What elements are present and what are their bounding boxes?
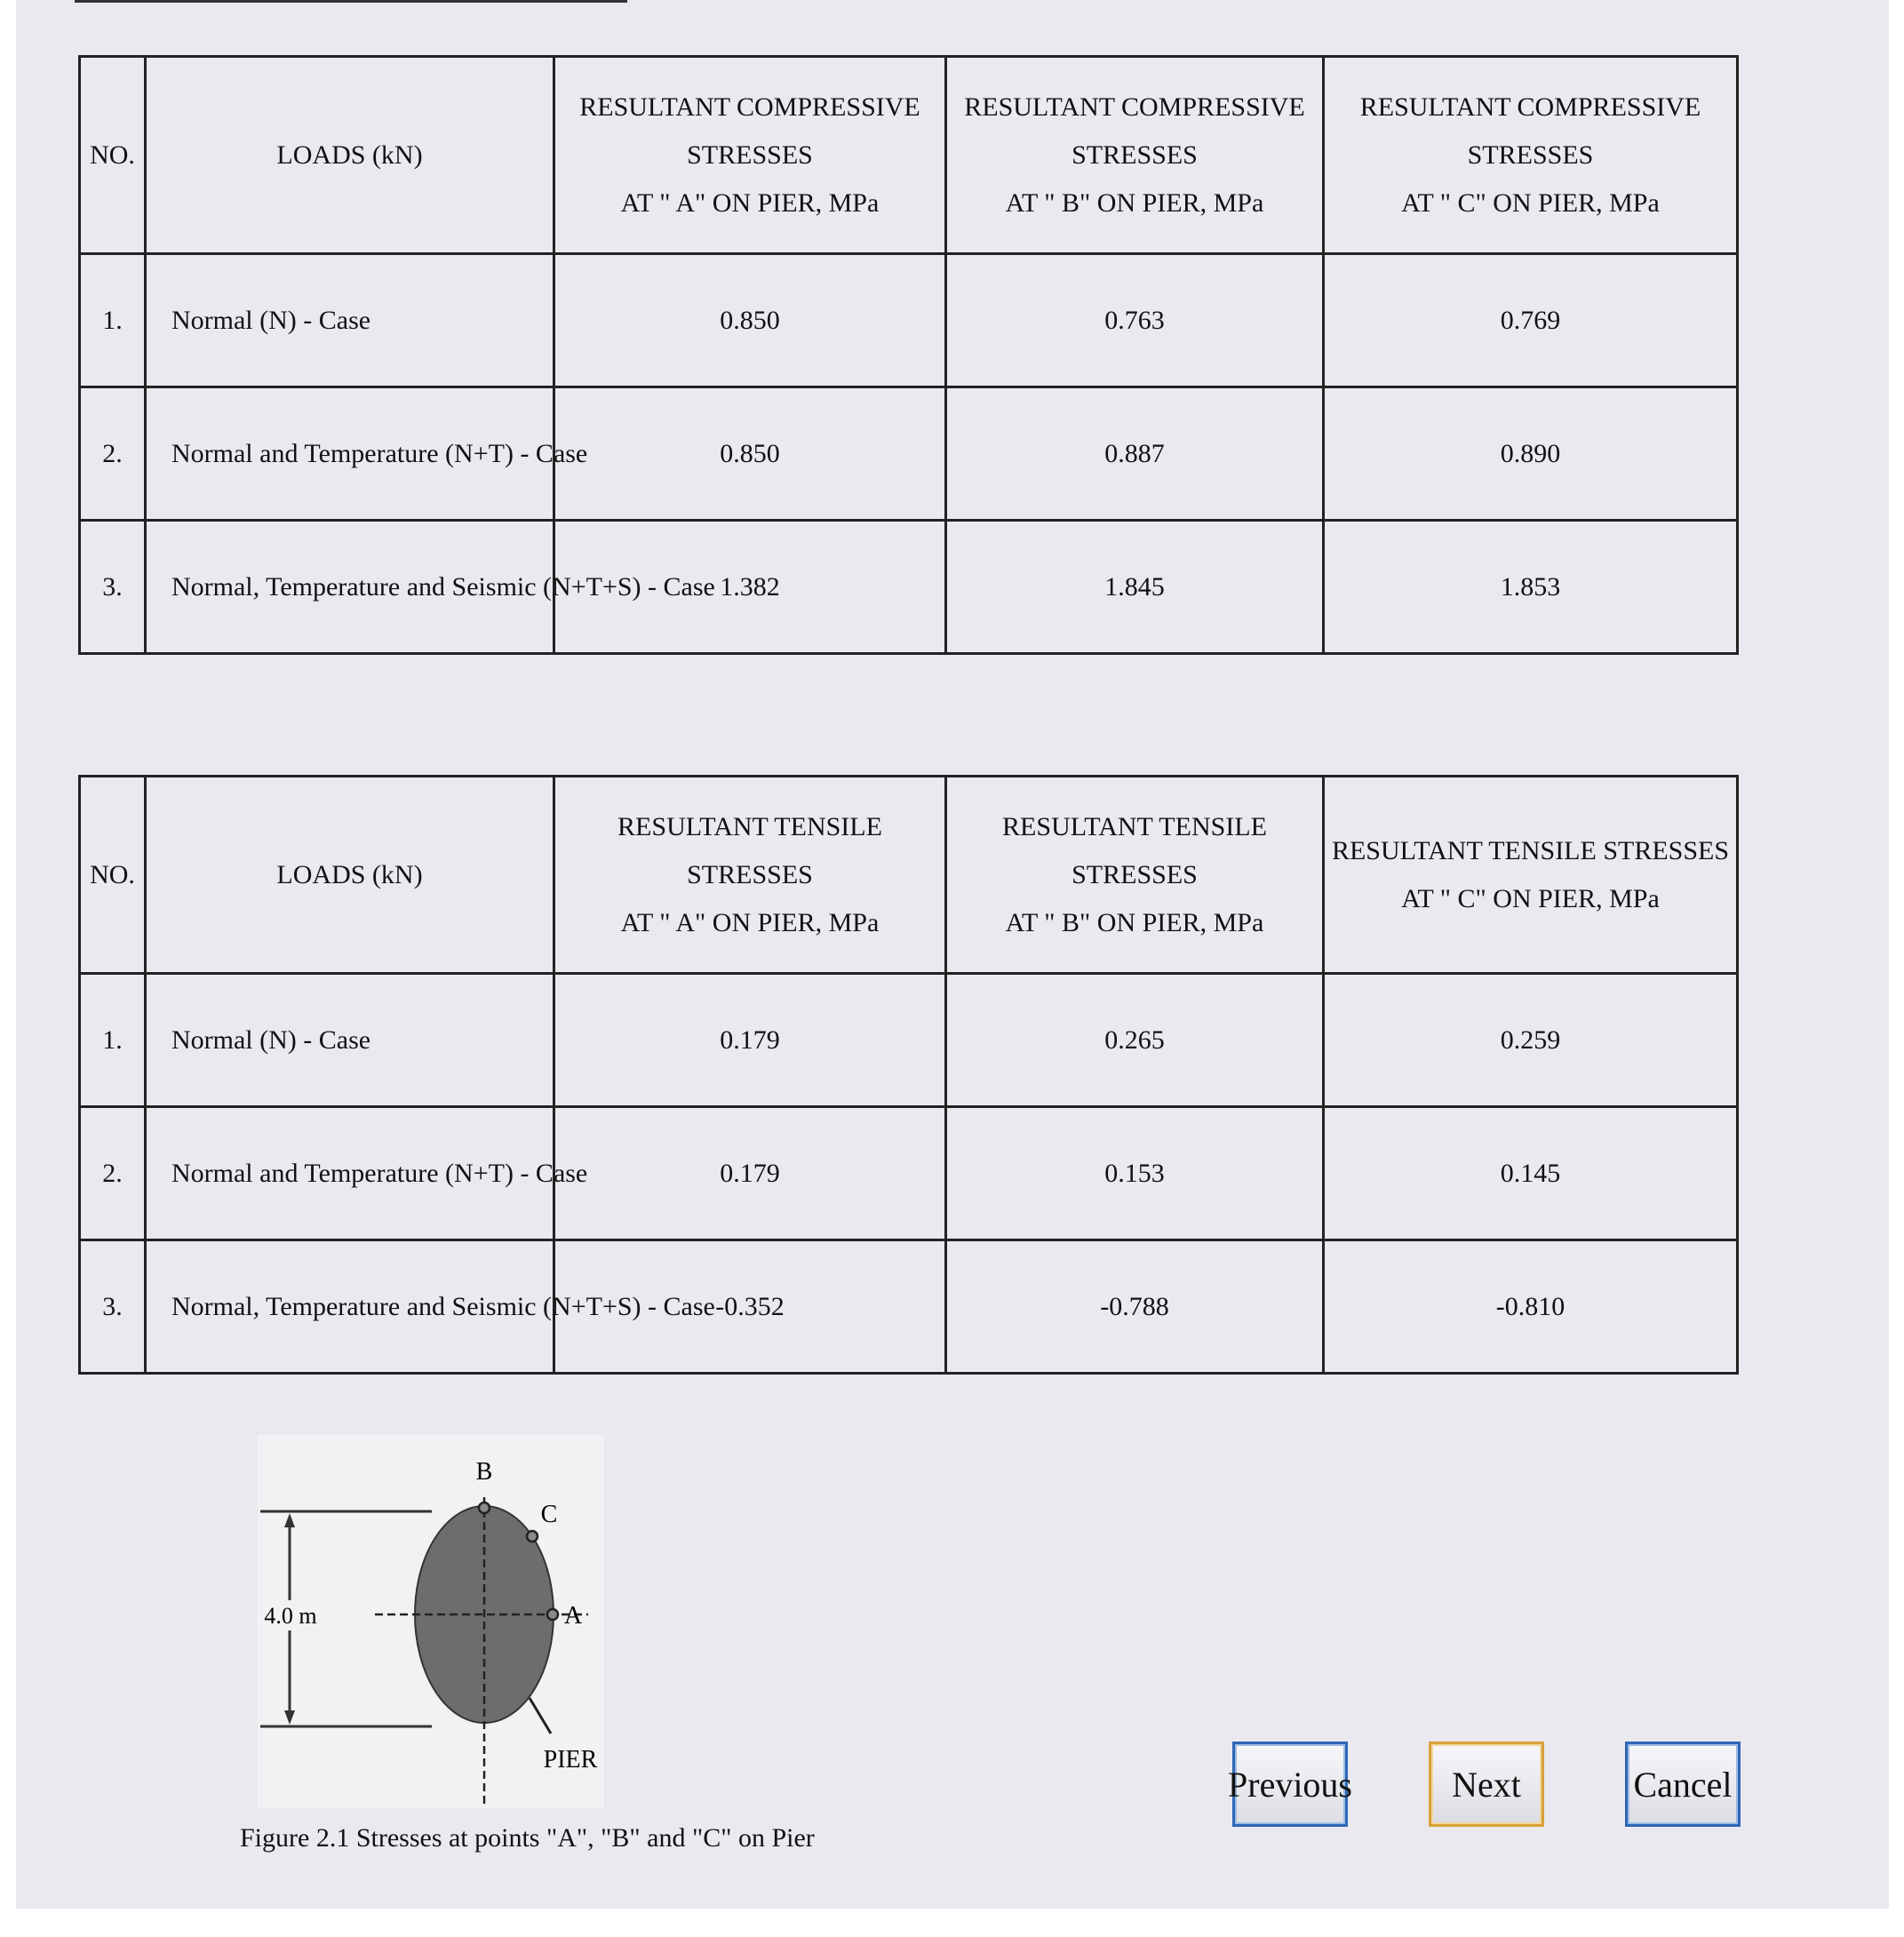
label-a: A xyxy=(563,1602,583,1630)
pier-diagram xyxy=(258,1435,604,1808)
pier-stress-figure xyxy=(258,1435,604,1808)
cell-stress-c: 1.853 xyxy=(1324,521,1738,654)
header-line: AT " C" ON PIER, MPa xyxy=(1401,883,1660,913)
table-header-row xyxy=(80,777,1738,974)
pier-leader-line xyxy=(530,1698,551,1734)
cell-stress-a: 0.850 xyxy=(554,254,946,387)
header-line: RESULTANT COMPRESSIVE STRESSES xyxy=(1359,92,1701,170)
header-stress-a xyxy=(554,777,946,974)
header-line: RESULTANT COMPRESSIVE STRESSES xyxy=(964,92,1305,170)
figure-caption: Figure 2.1 Stresses at points "A", "B" and "C" on Pier xyxy=(240,1823,815,1853)
top-divider xyxy=(75,0,627,3)
table-row xyxy=(80,1240,1738,1374)
cell-stress-c: 0.890 xyxy=(1324,387,1738,521)
row-no: 3. xyxy=(80,521,146,654)
point-c-marker xyxy=(527,1531,538,1542)
row-no: 2. xyxy=(80,1107,146,1240)
tensile-stress-table xyxy=(78,775,1739,1375)
row-load: Normal and Temperature (N+T) - Case xyxy=(146,387,554,521)
row-load: Normal (N) - Case xyxy=(146,974,554,1107)
row-no: 1. xyxy=(80,974,146,1107)
header-stress-c xyxy=(1324,57,1738,254)
compressive-stress-table xyxy=(78,55,1739,655)
cell-stress-b: -0.788 xyxy=(946,1240,1324,1374)
cell-stress-a: 0.179 xyxy=(554,974,946,1107)
header-line: AT " C" ON PIER, MPa xyxy=(1401,187,1660,218)
row-no: 1. xyxy=(80,254,146,387)
label-b: B xyxy=(475,1458,493,1486)
table-row xyxy=(80,387,1738,521)
cell-stress-c: -0.810 xyxy=(1324,1240,1738,1374)
point-b-marker xyxy=(479,1503,490,1513)
cell-stress-b: 1.845 xyxy=(946,521,1324,654)
table-row xyxy=(80,254,1738,387)
label-c: C xyxy=(540,1501,558,1528)
header-line: AT " A" ON PIER, MPa xyxy=(620,187,880,218)
dimension-label: 4.0 m xyxy=(264,1603,317,1629)
point-a-marker xyxy=(547,1609,558,1620)
next-button[interactable]: Next xyxy=(1429,1742,1544,1827)
header-no: NO. xyxy=(80,57,146,254)
header-line: AT " A" ON PIER, MPa xyxy=(620,907,880,937)
table-header-row xyxy=(80,57,1738,254)
cell-stress-b: 0.265 xyxy=(946,974,1324,1107)
header-no: NO. xyxy=(80,777,146,974)
previous-button[interactable]: Previous xyxy=(1232,1742,1348,1827)
cell-stress-b: 0.763 xyxy=(946,254,1324,387)
table-row xyxy=(80,974,1738,1107)
header-line: RESULTANT TENSILE STRESSES xyxy=(1002,811,1267,889)
cell-stress-a: 1.382 xyxy=(554,521,946,654)
header-stress-b xyxy=(946,57,1324,254)
cell-stress-a: 0.179 xyxy=(554,1107,946,1240)
header-line: RESULTANT TENSILE STRESSES xyxy=(617,811,882,889)
dimension-arrow-down xyxy=(284,1710,295,1725)
header-line: RESULTANT COMPRESSIVE STRESSES xyxy=(579,92,920,170)
cell-stress-b: 0.887 xyxy=(946,387,1324,521)
row-load: Normal, Temperature and Seismic (N+T+S) - Case xyxy=(146,1240,554,1374)
cell-stress-c: 0.769 xyxy=(1324,254,1738,387)
row-no: 3. xyxy=(80,1240,146,1374)
row-load: Normal and Temperature (N+T) - Case xyxy=(146,1107,554,1240)
cell-stress-c: 0.259 xyxy=(1324,974,1738,1107)
header-line: AT " B" ON PIER, MPa xyxy=(1005,187,1264,218)
cell-stress-a: -0.352 xyxy=(554,1240,946,1374)
header-line: AT " B" ON PIER, MPa xyxy=(1005,907,1264,937)
cell-stress-c: 0.145 xyxy=(1324,1107,1738,1240)
table-row xyxy=(80,521,1738,654)
header-loads: LOADS (kN) xyxy=(146,777,554,974)
dimension-arrow-up xyxy=(284,1513,295,1527)
header-stress-c xyxy=(1324,777,1738,974)
header-loads: LOADS (kN) xyxy=(146,57,554,254)
cell-stress-a: 0.850 xyxy=(554,387,946,521)
row-load: Normal, Temperature and Seismic (N+T+S) - Case xyxy=(146,521,554,654)
header-stress-a xyxy=(554,57,946,254)
table-row xyxy=(80,1107,1738,1240)
header-stress-b xyxy=(946,777,1324,974)
cancel-button[interactable]: Cancel xyxy=(1625,1742,1741,1827)
row-no: 2. xyxy=(80,387,146,521)
cell-stress-b: 0.153 xyxy=(946,1107,1324,1240)
row-load: Normal (N) - Case xyxy=(146,254,554,387)
header-line: RESULTANT TENSILE STRESSES xyxy=(1331,835,1730,865)
pier-label: PIER xyxy=(543,1746,598,1774)
